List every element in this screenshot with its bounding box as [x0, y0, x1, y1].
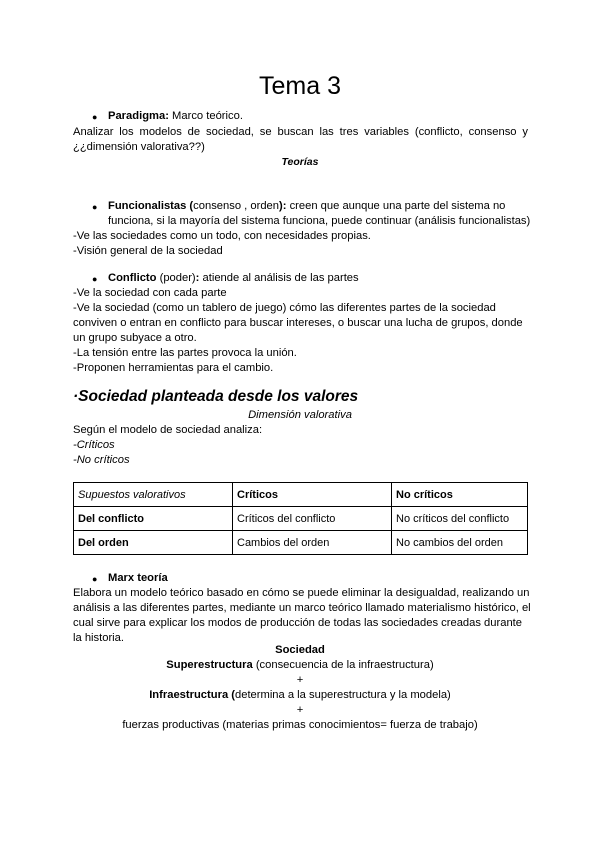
- page-title: Tema 3: [259, 72, 341, 100]
- marx-label: Marx teoría: [108, 572, 168, 584]
- plus-sign-2: +: [296, 704, 304, 716]
- paradigma-line: [108, 109, 243, 124]
- intro-line-2: ¿¿dimensión valorativa??): [73, 141, 205, 153]
- valores-heading: ·Sociedad planteada desde los valores: [73, 388, 359, 405]
- table-cell: No críticos del conflicto: [392, 507, 528, 531]
- table-cell: Cambios del orden: [233, 531, 392, 555]
- table-header-row: [74, 483, 528, 507]
- conflicto-line: [108, 271, 359, 286]
- marx-line-1: Elabora un modelo teórico basado en cómo se puede eliminar la desigualdad, realizando un: [73, 587, 530, 599]
- conflicto-text: atiende al análisis de las partes: [199, 272, 359, 284]
- table-cell: No cambios del orden: [392, 531, 528, 555]
- funcionalistas-line-2: funciona, si la mayoría del sistema funciona, puede continuar (análisis funcionalistas): [108, 215, 531, 227]
- funcionalistas-line: [108, 199, 505, 214]
- bullet-icon: ●: [92, 112, 98, 122]
- valores-intro: Según el modelo de sociedad analiza:: [73, 424, 263, 436]
- valores-table: [73, 482, 528, 555]
- superestructura-text: (consecuencia de la infraestructura): [252, 659, 434, 671]
- valores-subheading: Dimensión valorativa: [248, 409, 352, 421]
- marx-line-3: cual sirve para explicar los modos de producción de todas las sociedades creadas durante: [73, 617, 523, 629]
- conflicto-line-5: -La tensión entre las partes provoca la unión.: [73, 347, 297, 359]
- funcionalistas-line-3: -Ve las sociedades como un todo, con necesidades propias.: [73, 230, 371, 242]
- conflicto-line-1: -Ve la sociedad con cada parte: [73, 287, 227, 299]
- conflicto-label: Conflicto: [108, 272, 157, 284]
- funcionalistas-close: ):: [279, 200, 287, 212]
- table-row-label: Del orden: [74, 531, 233, 555]
- table-row: [74, 531, 528, 555]
- marx-line-2: análisis a las diferentes partes, mediante un marco teórico llamado materialismo histórico, el: [73, 602, 531, 614]
- table-header-cell: Supuestos valorativos: [74, 483, 233, 507]
- funcionalistas-line-4: -Visión general de la sociedad: [73, 245, 223, 257]
- table-row-label: Del conflicto: [74, 507, 233, 531]
- valores-item-2: -No críticos: [73, 454, 130, 466]
- table-header-cell: Críticos: [233, 483, 392, 507]
- funcionalistas-label: Funcionalistas (: [108, 200, 194, 212]
- fuerzas-productivas-line: fuerzas productivas (materias primas conocimientos= fuerza de trabajo): [122, 719, 478, 731]
- intro-line-1: [73, 125, 528, 140]
- bullet-icon: ●: [92, 274, 98, 284]
- conflicto-line-4: un grupo subyace a otro.: [73, 332, 197, 344]
- teorias-heading: Teorías: [281, 156, 319, 168]
- paradigma-text: Marco teórico.: [168, 110, 243, 122]
- table-row: [74, 507, 528, 531]
- marx-line-4: la historia.: [73, 632, 124, 644]
- sociedad-title: Sociedad: [275, 644, 325, 656]
- conflicto-line-6: -Proponen herramientas para el cambio.: [73, 362, 274, 374]
- conflicto-paren: (poder): [156, 272, 196, 284]
- superestructura-line: [0, 658, 600, 673]
- intro-text-1: Analizar los modelos de sociedad, se buscan las tres variables (conflicto, consenso y: [73, 126, 528, 138]
- funcionalistas-text: creen que aunque una parte del sistema no: [286, 200, 506, 212]
- bullet-icon: ●: [92, 202, 98, 212]
- infraestructura-line: [0, 688, 600, 703]
- valores-item-1: -Críticos: [73, 439, 115, 451]
- plus-sign-1: +: [296, 674, 304, 686]
- superestructura-label: Superestructura: [166, 659, 253, 671]
- table-header-cell: No críticos: [392, 483, 528, 507]
- conflicto-line-2: -Ve la sociedad (como un tablero de juego) cómo las diferentes partes de la sociedad: [73, 302, 496, 314]
- conflicto-line-3: conviven o entran en conflicto para buscar intereses, o buscar una lucha de grupos, donde: [73, 317, 523, 329]
- infraestructura-label: Infraestructura (: [149, 689, 235, 701]
- conflicto-colon: :: [195, 272, 200, 284]
- table-cell: Críticos del conflicto: [233, 507, 392, 531]
- infraestructura-text: determina a la superestructura y la modela): [235, 689, 451, 701]
- funcionalistas-paren: consenso , orden: [193, 200, 280, 212]
- bullet-icon: ●: [92, 574, 98, 584]
- paradigma-label: Paradigma:: [108, 110, 169, 122]
